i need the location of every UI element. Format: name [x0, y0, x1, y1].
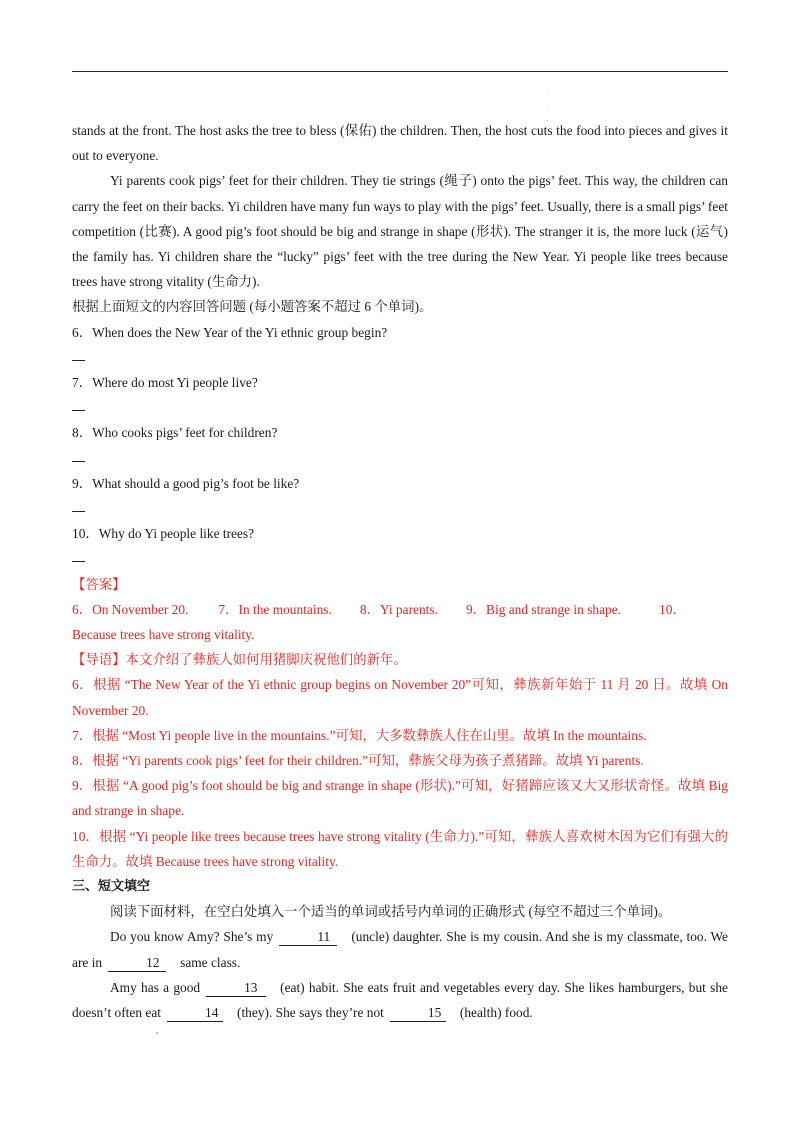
answer-9: 9．Big and strange in shape. [465, 601, 622, 617]
question-9: 9．What should a good pig’s foot be like? [72, 475, 300, 491]
blank-14[interactable]: 14 [167, 1005, 223, 1022]
answer-8: 8．Yi parents. [359, 601, 438, 617]
answer-line-6[interactable] [72, 345, 728, 370]
cloze-paragraph-2: Amy has a good 13 (eat) habit. She eats fruit and vegetables every day. She likes hamburgers, but she doesn’t often eat 14 (they). She says they’re not 15 (health) food. [72, 979, 728, 1021]
explanation-9: 9．根据 “A good pig’s foot should be big and strange in shape (形状).”可知，好猪蹄应该又大又形状奇怪。故填 Big and strange in shape. [72, 778, 728, 819]
passage-paragraph: Yi parents cook pigs’ feet for their children. They tie strings (绳子) onto the pigs’ feet. This way, the children can carry the feet on their backs. Yi children have many fun ways to play with the pigs’ feet. Usually, there is a small pigs’ feet competition (比赛). A good pig’s foot should be big and strange in shape (形状). The stranger it is, the more luck (运气) the family has. Yi children share the “lucky” pigs’ feet with the tree during the New Year. Yi people like trees because trees have strong vitality (生命力). [72, 173, 728, 290]
section-3-instruction: 阅读下面材料，在空白处填入一个适当的单词或括号内单词的正确形式 (每空不超过三个单词)。 [110, 904, 672, 920]
answer-line-7[interactable] [72, 395, 728, 420]
section-3-title: 三、短文填空 [72, 879, 151, 895]
question-6: 6．When does the New Year of the Yi ethnic group begin? [72, 324, 388, 340]
guide-text: 【导语】本文介绍了彝族人如何用猪脚庆祝他们的新年。 [72, 652, 407, 668]
question-7: 7．Where do most Yi people live? [72, 375, 258, 391]
question-10: 10．Why do Yi people like trees? [72, 526, 255, 542]
document-body [72, 118, 728, 1025]
answer-10: Because trees have strong vitality. [72, 626, 255, 642]
passage-paragraph-continued: stands at the front. The host asks the tree to bless (保佑) the children. Then, the host cuts the food into pieces and gives it out to everyone. [72, 123, 728, 164]
answer-list [72, 597, 728, 622]
margin-dots: · · · [545, 89, 549, 125]
question-instruction: 根据上面短文的内容回答问题 (每小题答案不超过 6 个单词)。 [72, 299, 433, 315]
answer-line-10[interactable] [72, 546, 728, 571]
explanation-10: 10．根据 “Yi people like trees because trees have strong vitality (生命力).”可知，彝族人喜欢树木因为它们有强大的生命力。故填 Because trees have strong vitality. [72, 828, 728, 869]
scan-mark [156, 1032, 158, 1034]
cloze-paragraph-1: Do you know Amy? She’s my 11 (uncle) daughter. She is my cousin. And she is my classmate, too. We are in 12 same class. [72, 929, 729, 970]
question-8: 8．Who cooks pigs’ feet for children? [72, 425, 278, 441]
answer-6: 6．On November 20. [72, 601, 189, 617]
blank-12[interactable]: 12 [108, 955, 166, 972]
answer-7: 7．In the mountains. [218, 601, 332, 617]
answer-10-number: 10． [659, 601, 686, 617]
blank-15[interactable]: 15 [390, 1005, 446, 1022]
blank-11[interactable]: 11 [279, 929, 337, 946]
explanation-7: 7．根据 “Most Yi people live in the mountains.”可知，大多数彝族人住在山里。故填 In the mountains. [72, 727, 647, 743]
answer-line-8[interactable] [72, 446, 728, 471]
explanation-6: 6．根据 “The New Year of the Yi ethnic group begins on November 20”可知，彝族新年始于 11 月 20 日。故填 On November 20. [72, 677, 728, 718]
answer-header: 【答案】 [72, 576, 126, 592]
answer-line-9[interactable] [72, 496, 728, 521]
explanation-8: 8．根据 “Yi parents cook pigs’ feet for their children.”可知，彝族父母为孩子煮猪蹄。故填 Yi parents. [72, 753, 644, 768]
blank-13[interactable]: 13 [206, 980, 266, 997]
header-rule [72, 71, 728, 72]
